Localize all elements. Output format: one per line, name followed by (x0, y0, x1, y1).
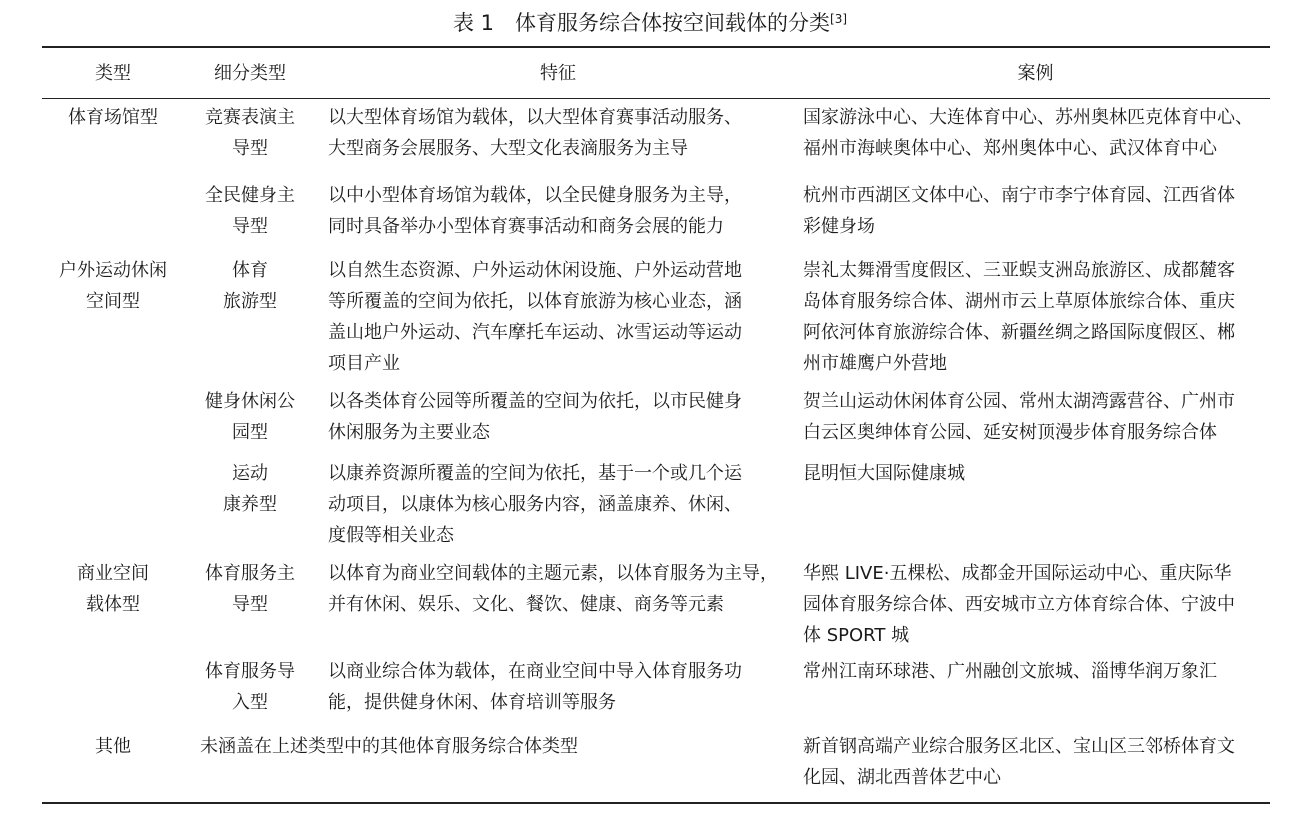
cell-merged-description: 未涵盖在上述类型中的其他体育服务综合体类型 (200, 736, 578, 757)
cell-type: 商业空间 载体型 (77, 563, 149, 615)
cell-subtype: 体育 旅游型 (223, 260, 277, 312)
cell-subtype: 体育服务主 导型 (205, 563, 295, 615)
cell-type: 其他 (95, 736, 131, 757)
cell-feature: 以中小型体育场馆为载体，以全民健身服务为主导， 同时具备举办小型体育赛事活动和商务会展的能力 (328, 185, 742, 237)
table-caption (0, 8, 1300, 38)
caption-citation: [3] (830, 12, 848, 26)
cell-feature: 以各类体育公园等所覆盖的空间为依托，以市民健身 休闲服务为主要业态 (328, 391, 742, 443)
cell-feature: 以自然生态资源、户外运动休闲设施、户外运动营地 等所覆盖的空间为依托，以体育旅游为核心业态，涵 盖山地户外运动、汽车摩托车运动、冰雪运动等运动 项目产业 (328, 260, 742, 374)
cell-cases: 杭州市西湖区文体中心、南宁市李宁体育园、江西省体 彩健身场 (803, 185, 1235, 237)
caption-text: 表 1 体育服务综合体按空间载体的分类 (452, 11, 831, 35)
header-subtype: 细分类型 (214, 63, 286, 84)
cell-cases: 华熙 LIVE·五棵松、成都金开国际运动中心、重庆际华 园体育服务综合体、西安城市立方体育综合体、宁波中 体 SPORT 城 (803, 563, 1235, 646)
header-feature: 特征 (540, 63, 576, 84)
cell-cases: 昆明恒大国际健康城 (803, 463, 965, 484)
cell-type: 体育场馆型 (68, 107, 158, 128)
header-type: 类型 (95, 63, 131, 84)
cell-cases: 崇礼太舞滑雪度假区、三亚蜈支洲岛旅游区、成都麓客 岛体育服务综合体、湖州市云上草原体旅综合体、重庆 阿依河体育旅游综合体、新疆丝绸之路国际度假区、郴 州市雄鹰户外营地 (803, 260, 1235, 374)
cell-subtype: 全民健身主 导型 (205, 185, 295, 237)
cell-cases: 贺兰山运动休闲体育公园、常州太湖湾露营谷、广州市 白云区奥绅体育公园、延安树顶漫步体育服务综合体 (803, 391, 1235, 443)
cell-subtype: 体育服务导 入型 (205, 661, 295, 713)
cell-cases: 常州江南环球港、广州融创文旅城、淄博华润万象汇 (803, 661, 1217, 682)
cell-feature: 以商业综合体为载体，在商业空间中导入体育服务功 能，提供健身休闲、体育培训等服务 (328, 661, 742, 713)
header-cases: 案例 (1017, 63, 1054, 84)
cell-feature: 以康养资源所覆盖的空间为依托，基于一个或几个运 动项目，以康体为核心服务内容，涵盖康养、休闲、 度假等相关业态 (328, 463, 742, 546)
cell-feature: 以体育为商业空间载体的主题元素，以体育服务为主导， 并有休闲、娱乐、文化、餐饮、健康、商务等元素 (328, 563, 778, 615)
cell-subtype: 运动 康养型 (223, 463, 277, 515)
bottom-rule (42, 802, 1270, 804)
top-rule (42, 46, 1270, 48)
cell-subtype: 健身休闲公 园型 (205, 391, 295, 443)
cell-cases: 国家游泳中心、大连体育中心、苏州奥林匹克体育中心、 福州市海峡奥体中心、郑州奥体中心、武汉体育中心 (803, 107, 1253, 159)
header-rule (42, 98, 1270, 99)
cell-feature: 以大型体育场馆为载体，以大型体育赛事活动服务、 大型商务会展服务、大型文化表滴服务为主导 (328, 107, 742, 159)
cell-subtype: 竞赛表演主 导型 (205, 107, 295, 159)
cell-cases: 新首钢高端产业综合服务区北区、宝山区三邻桥体育文 化园、湖北西普体艺中心 (803, 736, 1235, 788)
cell-type: 户外运动休闲 空间型 (59, 260, 167, 312)
